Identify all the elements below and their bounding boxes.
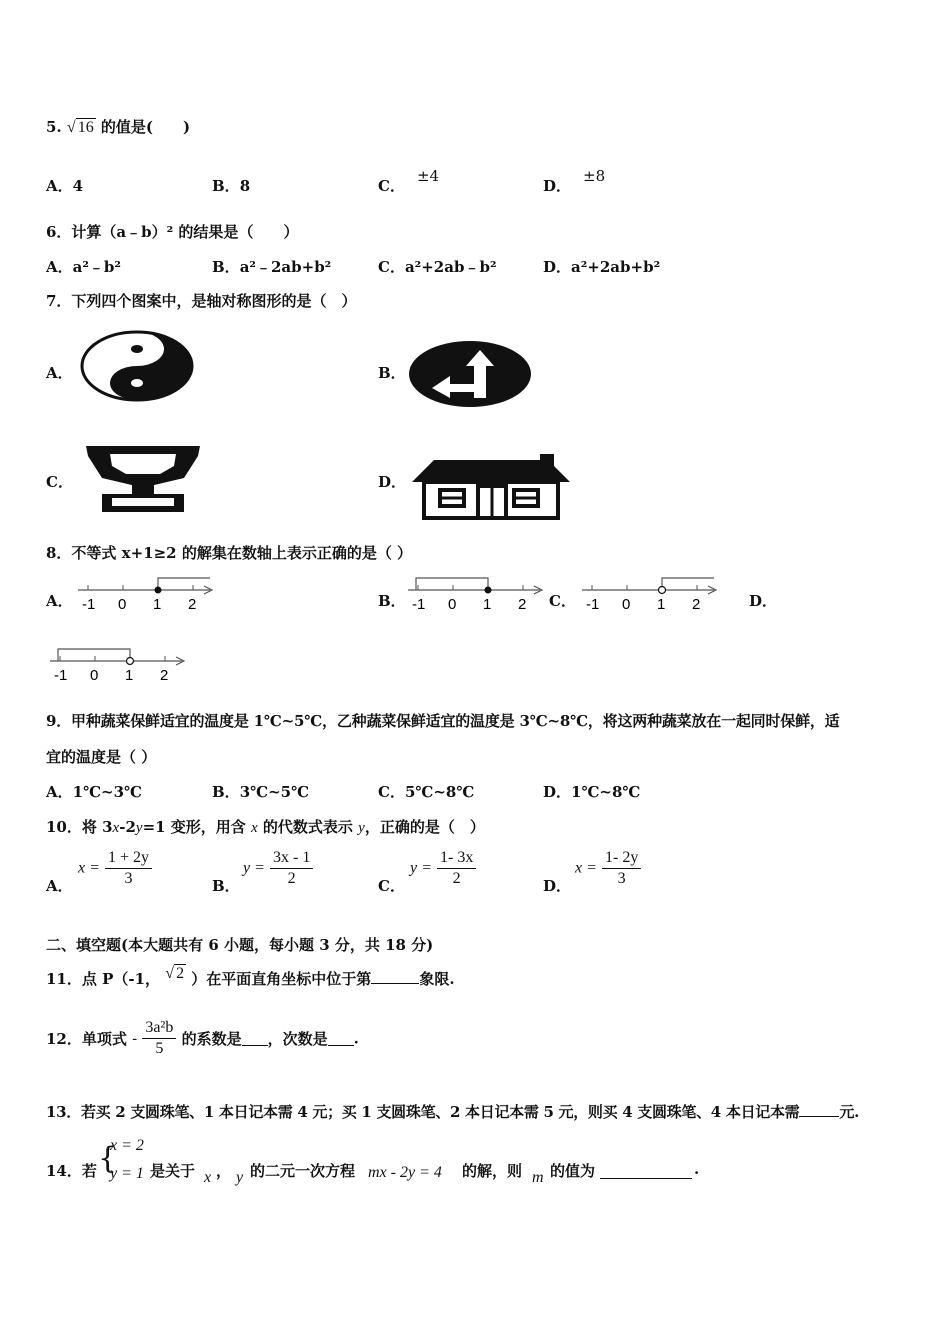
section-2-heading: 二、填空题(本大题共有 6 小题，每小题 3 分，共 18 分) (46, 936, 434, 954)
q10-option-a-label[interactable]: A． (46, 877, 73, 895)
sqrt-16: √ 16 (66, 119, 94, 136)
q8-option-c-label[interactable]: C． (549, 592, 576, 610)
q9-option-c[interactable]: C．5℃~8℃ (378, 783, 475, 801)
tick-label: 1 (153, 596, 162, 613)
q10-option-d-label[interactable]: D． (543, 877, 572, 895)
q8-option-a-label[interactable]: A． (46, 592, 73, 610)
q9-option-b[interactable]: B．3℃~5℃ (212, 783, 310, 801)
tick-label: 1 (657, 596, 666, 613)
question-10: 10．将 3x-2y=1 变形，用含 x 的代数式表示 y，正确的是（ ） (46, 818, 485, 836)
q7-option-d-label[interactable]: D． (378, 473, 407, 491)
q5-option-d[interactable]: D．±8 (543, 167, 606, 195)
tick-label: -1 (586, 596, 600, 613)
question-13: 13．若买 2 支圆珠笔、1 本日记本需 4 元；买 1 支圆珠笔、2 本日记本需 5 元，则买 4 支圆珠笔、4 本日记本需 元. (46, 1103, 859, 1121)
tick-label: 2 (188, 596, 197, 613)
number-line-b (402, 572, 548, 614)
q6-option-a[interactable]: A．a²﹣b² (46, 258, 121, 276)
q8-option-d-label[interactable]: D． (749, 592, 778, 610)
q7-option-a-label[interactable]: A． (46, 364, 73, 382)
q7-option-b-label[interactable]: B． (378, 364, 406, 382)
question-8: 8．不等式 x+1≥2 的解集在数轴上表示正确的是（ ） (46, 544, 413, 562)
tick-label: -1 (54, 667, 68, 684)
q7-option-c-label[interactable]: C． (46, 473, 73, 491)
tick-label: -1 (82, 596, 96, 613)
question-6: 6．计算（a﹣b）² 的结果是（ ） (46, 223, 299, 241)
tick-label: 2 (160, 667, 169, 684)
number-line-a (72, 572, 218, 614)
q12-coefficient-blank[interactable] (242, 1031, 268, 1046)
tick-label: 2 (518, 596, 527, 613)
q5-option-a[interactable]: A．4 (46, 177, 84, 195)
tick-label: 0 (90, 667, 99, 684)
q6-option-b[interactable]: B．a²﹣2ab+b² (212, 258, 332, 276)
q5-option-b[interactable]: B．8 (212, 177, 251, 195)
q14-answer-blank[interactable] (600, 1164, 692, 1179)
q9-option-a[interactable]: A．1℃~3℃ (46, 783, 143, 801)
q10-option-b-label[interactable]: B． (212, 877, 240, 895)
number-line-d (44, 643, 190, 685)
tick-label: -1 (412, 596, 426, 613)
trophy-icon (80, 440, 206, 514)
tick-label: 1 (483, 596, 492, 613)
tick-label: 0 (622, 596, 631, 613)
question-12: 12．单项式 - $\frac{\text{3a²b}}{5}$ 的系数是 ，次数是 . (46, 1019, 359, 1057)
tick-label: 2 (692, 596, 701, 613)
road-sign-icon (408, 340, 532, 408)
q10-option-c-label[interactable]: C． (378, 877, 405, 895)
q13-answer-blank[interactable] (799, 1102, 839, 1117)
q10-option-b-formula[interactable]: y = $\frac{3x - 1}{2}$ (243, 848, 313, 889)
tick-label: 1 (125, 667, 134, 684)
question-9-line1: 9．甲种蔬菜保鲜适宜的温度是 1℃~5℃，乙种蔬菜保鲜适宜的温度是 3℃~8℃，将这两种蔬菜放在一起同时保鲜，适 (46, 712, 840, 730)
tick-label: 0 (448, 596, 457, 613)
house-icon (410, 452, 572, 520)
q6-option-c[interactable]: C．a²+2ab﹣b² (378, 258, 497, 276)
q11-answer-blank[interactable] (371, 969, 419, 984)
q10-option-c-formula[interactable]: y = $\frac{1- 3x}{2}$ (410, 848, 476, 889)
q12-degree-blank[interactable] (328, 1031, 354, 1046)
q10-option-d-formula[interactable]: x = $\frac{1- 2y}{3}$ (575, 848, 641, 889)
question-11: 11．点 P（-1， √ 2 ）在平面直角坐标中位于第 象限. (46, 965, 455, 988)
q6-option-d[interactable]: D．a²+2ab+b² (543, 258, 661, 276)
q9-option-d[interactable]: D．1℃~8℃ (543, 783, 641, 801)
tick-label: 0 (118, 596, 127, 613)
question-7: 7．下列四个图案中，是轴对称图形的是（ ） (46, 292, 357, 310)
q8-option-b-label[interactable]: B． (378, 592, 406, 610)
number-line-c (576, 572, 722, 614)
q5-option-c[interactable]: C．±4 (378, 167, 440, 195)
yin-yang-icon (80, 330, 194, 402)
question-5: 5. √ 16 的值是( ) (46, 118, 191, 136)
q10-option-a-formula[interactable]: x = $\frac{1 + 2y}{3}$ (78, 848, 152, 889)
question-9-line2: 宜的温度是（ ） (46, 748, 157, 766)
